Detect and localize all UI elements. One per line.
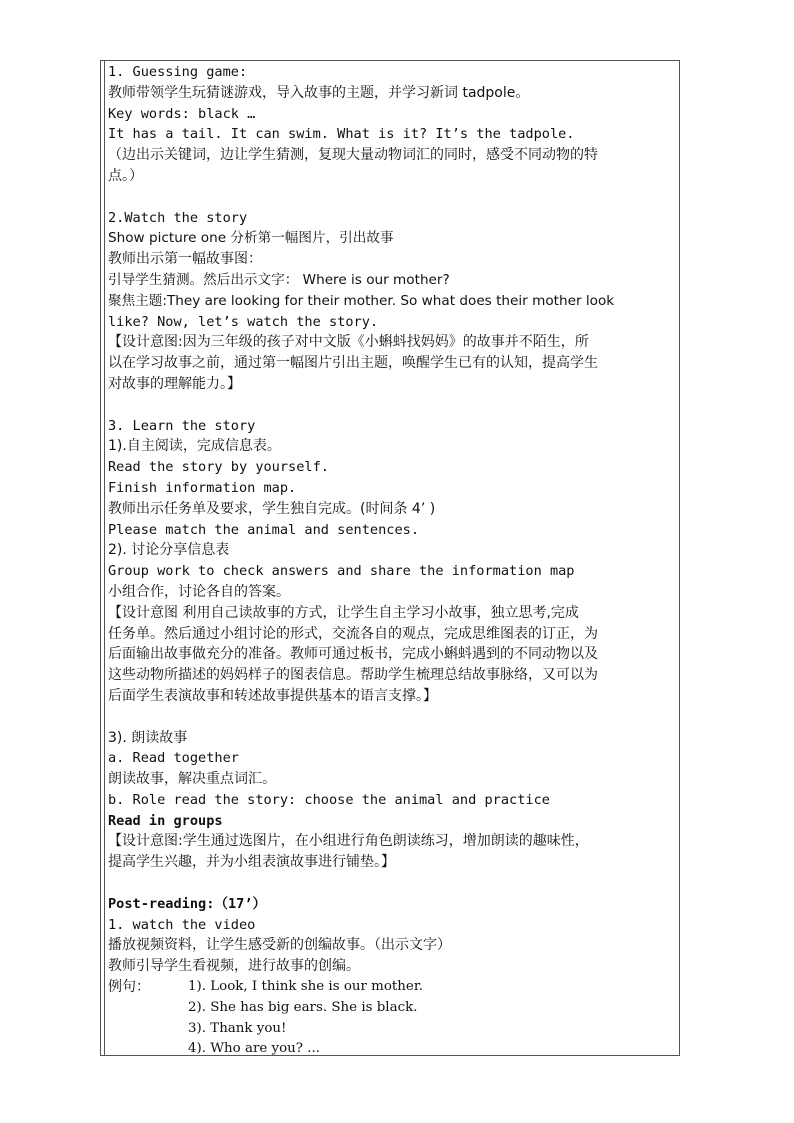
inner-column-rule	[104, 60, 105, 1056]
line-group-cooperate: 小组合作，讨论各自的答案。	[108, 583, 290, 600]
example-sentence: 4). Who are you? ...	[188, 1041, 320, 1057]
line-watch-story: 2.Watch the story	[108, 209, 248, 226]
line-read-together: a. Read together	[108, 750, 239, 767]
example-row-1	[108, 977, 674, 998]
line-note-1: （边出示关键词，边让学生猜测，复现大量动物词汇的同时，感受不同动物的特	[108, 147, 598, 164]
line-design-2d: 这些动物所描述的妈妈样子的图表信息。帮助学生梳理总结故事脉络，又可以为	[108, 667, 598, 684]
example-sentence: 2). She has big ears. She is black.	[188, 999, 418, 1015]
line-task-sheet: 教师出示任务单及要求，学生独自完成。(时间条 4’ )	[108, 500, 436, 517]
line-design-1c: 对故事的理解能力。】	[108, 375, 241, 392]
line-design-3a: 【设计意图:学生通过选图片，在小组进行角色朗读练习，增加朗读的趣味性，	[108, 833, 589, 850]
example-sentence: 1). Look, I think she is our mother.	[188, 979, 424, 995]
line-play-video: 播放视频资料，让学生感受新的创编故事。（出示文字）	[108, 937, 451, 954]
line-finish-map: Finish information map.	[108, 479, 297, 496]
line-guide-guess: 引导学生猜测。然后出示文字： Where is our mother?	[108, 271, 450, 288]
line-teacher-shows: 教师出示第一幅故事图：	[108, 251, 262, 268]
line-key-words: Key words: black …	[108, 105, 256, 122]
line-watch-video: 1. watch the video	[108, 916, 256, 933]
line-teacher-guide: 教师引导学生看视频，进行故事的创编。	[108, 958, 360, 975]
line-read-groups: Read in groups	[108, 812, 223, 829]
example-sentence: 3). Thank you!	[188, 1020, 287, 1036]
example-label: 例句：	[108, 979, 150, 996]
line-design-2e: 后面学生表演故事和转述故事提供基本的语言支撑。】	[108, 687, 437, 704]
line-design-2a: 【设计意图 利用自己读故事的方式，让学生自主学习小故事，独立思考,完成	[108, 604, 579, 621]
line-note-2: 点。）	[108, 167, 143, 184]
line-vocab: 朗读故事，解决重点词汇。	[108, 771, 276, 788]
blank-line	[108, 707, 674, 728]
blank-line	[108, 873, 674, 894]
example-row-2	[108, 998, 674, 1019]
line-focus-theme: 聚焦主题:They are looking for their mother. So what does their mother look	[108, 292, 615, 309]
line-read-yourself: Read the story by yourself.	[108, 459, 329, 476]
line-guessing-game: 1. Guessing game:	[108, 64, 248, 80]
line-read-aloud: 3). 朗读故事	[108, 729, 188, 746]
line-tail-riddle: It has a tail. It can swim. What is it? It’s the tadpole.	[108, 126, 575, 143]
line-group-work: Group work to check answers and share the information map	[108, 563, 575, 580]
line-match-animal: Please match the animal and sentences.	[108, 521, 419, 538]
example-row-3	[108, 1019, 674, 1040]
line-design-3b: 提高学生兴趣，并为小组表演故事进行铺垫。】	[108, 854, 395, 871]
lesson-plan-content	[108, 62, 674, 1060]
line-show-picture: Show picture one 分析第一幅图片，引出故事	[108, 230, 394, 247]
blank-line	[108, 395, 674, 416]
line-design-2b: 任务单。然后通过小组讨论的形式，交流各自的观点，完成思维图表的订正，为	[108, 625, 598, 642]
line-design-2c: 后面输出故事做充分的准备。教师可通过板书，完成小蝌蚪遇到的不同动物以及	[108, 646, 598, 663]
line-design-1a: 【设计意图:因为三年级的孩子对中文版《小蝌蚪找妈妈》的故事并不陌生，所	[108, 334, 589, 351]
line-role-read: b. Role read the story: choose the animal and practice	[108, 791, 550, 808]
line-guessing-desc: 教师带领学生玩猜谜游戏，导入故事的主题，并学习新词 tadpole。	[108, 84, 530, 101]
line-post-reading: Post-reading:（17’）	[108, 895, 267, 912]
line-learn-story: 3. Learn the story	[108, 417, 256, 434]
line-lets-watch: like? Now, let’s watch the story.	[108, 313, 379, 330]
line-self-read: 1).自主阅读，完成信息表。	[108, 438, 281, 455]
blank-line	[108, 187, 674, 208]
line-discuss-share: 2). 讨论分享信息表	[108, 542, 230, 559]
line-design-1b: 以在学习故事之前，通过第一幅图片引出主题，唤醒学生已有的认知，提高学生	[108, 355, 598, 372]
example-row-4	[108, 1039, 674, 1060]
